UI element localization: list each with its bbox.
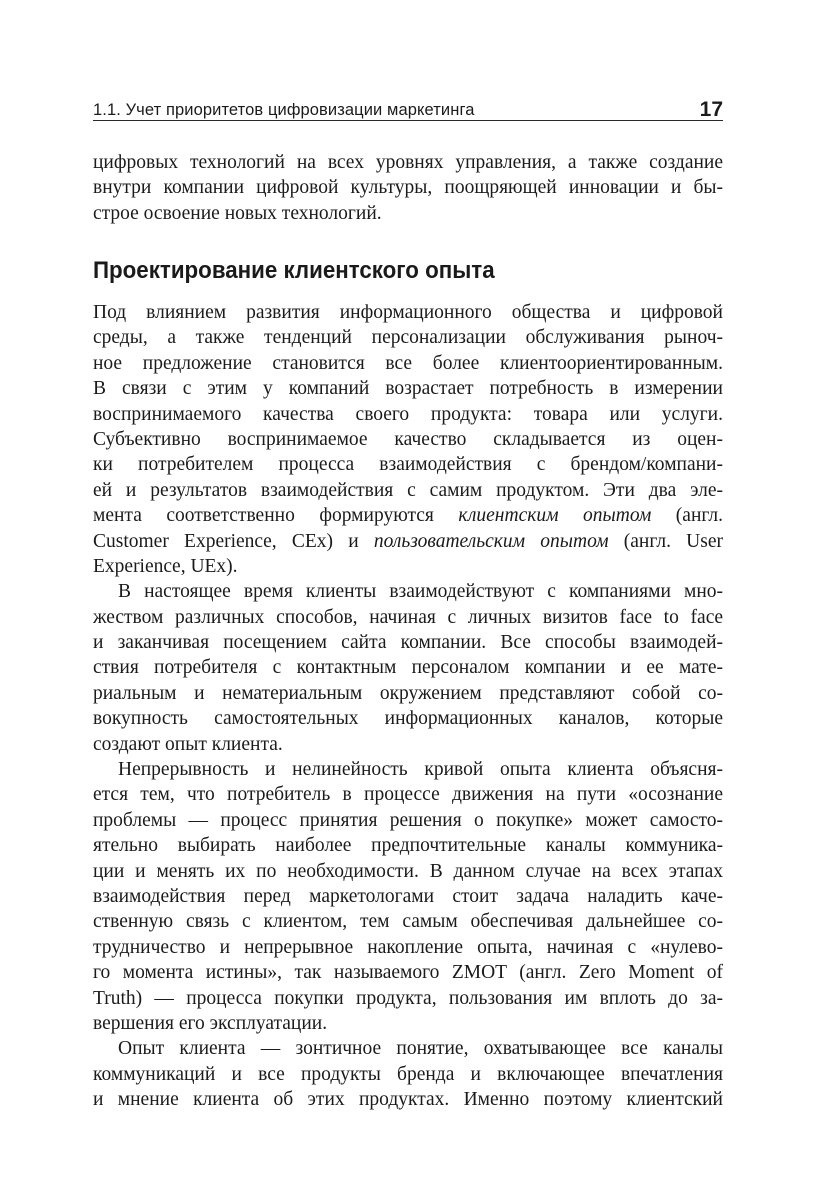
text-segment: (англ. User <box>608 530 723 552</box>
paragraph <box>93 579 723 757</box>
text-line: ственную связь с клиентом, тем самым обеспечивая дальнейшее со- <box>93 911 723 933</box>
text-line: среды, а также тенденций персонализации обслуживания рыноч- <box>93 327 723 349</box>
italic-term: пользовательским опытом <box>373 530 609 552</box>
text-line: ется тем, что потребитель в процессе движения на пути «осознание <box>93 784 723 806</box>
text-line: В связи с этим у компаний возрастает потребность в измерении <box>93 378 723 400</box>
text-line: строе освоение новых технологий. <box>93 202 382 224</box>
text-line <box>93 503 723 528</box>
text-line: цифровых технологий на всех уровнях управления, а также создание <box>93 152 723 173</box>
text-line: вершения его эксплуатации. <box>93 1012 328 1034</box>
text-line: ное предложение становится все более клиентоориентированным. <box>93 352 723 374</box>
running-header <box>93 97 723 121</box>
section-heading: Проектирование клиентского опыта <box>93 257 495 284</box>
text-line: взаимодействия перед маркетологами стоит задача наладить каче- <box>93 885 723 907</box>
paragraph <box>93 300 723 579</box>
text-line: ей и результатов взаимодействия с самим продуктом. Эти два эле- <box>93 479 723 501</box>
page-number: 17 <box>699 98 723 121</box>
text-line: риальным и нематериальным окружением представляют собой со- <box>93 682 723 704</box>
text-line: Experience, UEx). <box>93 555 238 577</box>
running-title: 1.1. Учет приоритетов цифровизации маркетинга <box>93 101 475 119</box>
text-line: трудничество и непрерывное накопление опыта, начиная с «нулево- <box>93 936 723 958</box>
text-line: проблемы — процесс принятия решения о покупке» может самосто- <box>93 809 723 831</box>
text-line: ции и менять их по необходимости. В данном случае на всех этапах <box>93 860 723 882</box>
text-line: воспринимаемого качества своего продукта: товара или услуги. <box>93 403 723 425</box>
text-line: и заканчивая посещением сайта компании. Все способы взаимодей- <box>93 632 723 654</box>
text-line: Опыт клиента — зонтичное понятие, охватывающее все каналы <box>118 1038 723 1060</box>
text-line: ствия потребителя с контактным персоналом компании и ее мате- <box>93 657 723 679</box>
text-line: вокупность самостоятельных информационных каналов, которые <box>93 708 723 730</box>
paragraph <box>93 757 723 1036</box>
text-line: го момента истины», так называемого ZMOT (англ. Zero Moment of <box>93 962 723 984</box>
text-line: и мнение клиента об этих продуктах. Именно поэтому клиентский <box>93 1089 723 1111</box>
paragraph <box>93 1036 723 1112</box>
text-line: ятельно выбирать наиболее предпочтительные каналы коммуника- <box>93 835 723 857</box>
text-line: коммуникаций и все продукты бренда и включающее впечатления <box>93 1063 723 1085</box>
text-line: жеством различных способов, начиная с личных визитов face to face <box>93 606 723 628</box>
text-line: Субъективно воспринимаемое качество складывается из оцен- <box>93 428 723 450</box>
text-line: внутри компании цифровой культуры, поощряющей инновации и бы- <box>93 177 723 199</box>
text-segment: (англ. <box>651 505 724 527</box>
text-line <box>93 529 723 554</box>
text-line: Truth) — процесса покупки продукта, пользования им вплоть до за- <box>93 987 723 1009</box>
text-segment: Customer Experience, CEx) и <box>93 530 374 552</box>
text-line: Под влиянием развития информационного общества и цифровой <box>93 302 723 323</box>
text-line: создают опыт клиента. <box>93 733 283 755</box>
intro-paragraph <box>93 150 723 226</box>
italic-term: клиентским опытом <box>458 505 652 527</box>
body-text <box>93 300 723 1113</box>
text-line: ки потребителем процесса взаимодействия с брендом/компани- <box>93 454 723 476</box>
text-line: В настоящее время клиенты взаимодействуют с компаниями мно- <box>118 581 723 603</box>
text-segment: мента соответственно формируются <box>93 505 459 527</box>
text-line: Непрерывность и нелинейность кривой опыта клиента объясня- <box>118 759 723 781</box>
